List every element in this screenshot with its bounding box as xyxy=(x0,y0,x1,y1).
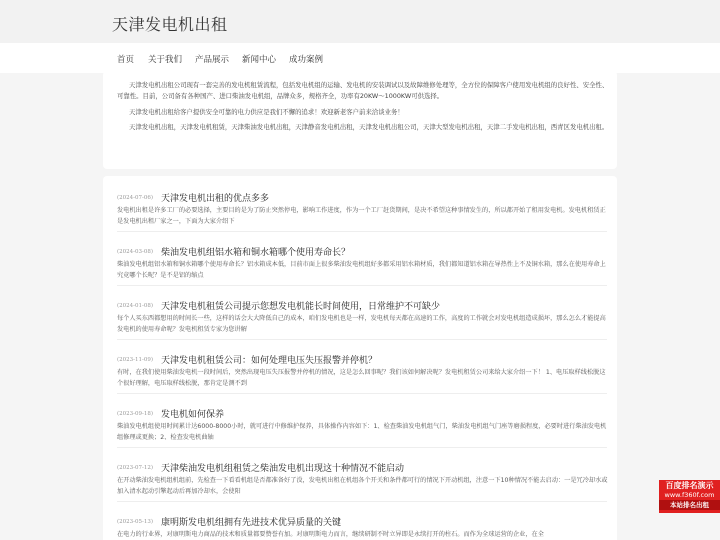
news-item xyxy=(117,295,611,335)
nav-item-home[interactable]: 首页 xyxy=(117,55,135,65)
nav-item-products[interactable]: 产品展示 xyxy=(195,55,230,65)
news-date: (2024-01-08) xyxy=(117,302,154,309)
news-title-link[interactable]: 柴油发电机组铝水箱和铜水箱哪个使用寿命长？ xyxy=(161,248,351,258)
news-item xyxy=(117,349,611,389)
site-title[interactable]: 天津发电机出租 xyxy=(112,15,228,34)
news-summary: 在开动柴油发电机组机组前，先检查一下看看机组是否都准备好了没，发电机出租在机组各个开关和条件都可行的情况下开动机组，注意一下10种情况不能去启动：一是冗冷却水或加入清水起动引擎起动后再加冷却水，会使阳 xyxy=(117,477,608,495)
intro-paragraph: 天津发电机出租给客户提供安全可靠的电力供应是我们不懈的追求！欢迎新老客户前来洽谈业务！ xyxy=(129,107,404,116)
news-summary: 柴油发电机组铝水箱和铜水箱哪个使用寿命长？铝水箱成本低，目前市面上很多柴油发电机组好多都采用铝水箱材质，我们都知道铝水箱在导热性上不及铜水箱，那么在使用寿命上究竟哪个长呢？是不是铝的缩点 xyxy=(117,261,606,279)
news-summary: 发电机出租是许多工厂的必要选择，主要目的是为了防止突然停电，影响工作进度，作为一个工厂赶货期间，是决不希望这种事情发生的，所以都开始了租用发电机。发电机租赁正是发电机出租厂家之一，下面为大家介绍下 xyxy=(117,207,606,225)
news-summary: 在电力的行业界，对康明斯电力商品的技术和质量都要赞誉有加。对康明斯电力而言，继续研制不时立异即是永续打开的柱石。而作为全球运营的企业，在全 xyxy=(117,531,544,538)
nav-item-cases[interactable]: 成功案例 xyxy=(289,55,324,65)
news-date: (2023-05-13) xyxy=(117,518,154,525)
site-header xyxy=(0,0,720,43)
news-item xyxy=(117,511,611,540)
news-date: (2023-11-09) xyxy=(117,356,154,363)
news-list xyxy=(103,176,617,540)
news-summary: 每个人买东西都想用的时间长一些，这样的话会大大降低自己的成本，咱们发电机也是一样，发电机每天都在高速的工作，高度的工作就会对发电机组造成损坏，那么怎么才能提高发电机的使用寿命呢？发电机租赁专家为您讲解 xyxy=(117,315,606,333)
news-item xyxy=(117,187,611,227)
intro-paragraph: 天津发电机出租，天津发电机租赁，天津柴油发电机出租，天津静音发电机出租，天津发电机出租公司，天津大型发电机出租，天津二手发电机出租，西青区发电机出租。 xyxy=(129,123,609,131)
news-title-link[interactable]: 康明斯发电机组拥有先进技术优异质量的关键 xyxy=(161,518,342,528)
company-intro xyxy=(103,71,617,169)
news-summary: 有时，在我们使用柴油发电机一段时间后，突然出现电压失压报警并停机的情况，这是怎么回事呢？我们该如何解决呢？发电机租赁公司来给大家介绍一下！ 1、电压取样线松脱这个很好理解，电压取样线松脱，那肯定是测不到 xyxy=(117,369,606,387)
nav-item-about[interactable]: 关于我们 xyxy=(148,55,183,65)
nav-item-news[interactable]: 新闻中心 xyxy=(242,55,277,65)
divider xyxy=(117,231,607,232)
news-item xyxy=(117,241,611,281)
news-date: (2023-07-12) xyxy=(117,464,154,471)
ad-badge[interactable] xyxy=(659,480,720,513)
news-date: (2024-03-08) xyxy=(117,248,154,255)
divider xyxy=(117,393,607,394)
intro-paragraph: 天津发电机出租公司现有一套完善的发电机租赁流程，包括发电机组的运输、发电机的安装调试以及故障维修处理等，全方位的保障客户使用发电机组的良好性、安全性、可靠性。目前，公司备有各种国产、进口柴油发电机组，品牌众多，规格齐全，功率有20KW～1000KW可供选择。 xyxy=(117,81,609,100)
news-title-link[interactable]: 天津发电机租赁公司提示您想发电机能长时间使用，日常维护不可缺少 xyxy=(161,302,441,312)
news-title-link[interactable]: 天津发电机租赁公司：如何处理电压失压报警并停机？ xyxy=(161,356,378,366)
news-title-link[interactable]: 天津柴油发电机组租赁之柴油发电机出现这十种情况不能启动 xyxy=(161,464,405,474)
news-date: (2023-09-18) xyxy=(117,410,154,417)
divider xyxy=(117,339,607,340)
badge-url: www.f360f.com xyxy=(664,491,715,499)
divider xyxy=(117,501,607,502)
news-date: (2024-07-06) xyxy=(117,194,154,201)
divider xyxy=(117,285,607,286)
news-title-link[interactable]: 发电机如何保养 xyxy=(161,410,225,420)
news-title-link[interactable]: 天津发电机出租的优点多多 xyxy=(161,194,270,204)
news-item xyxy=(117,457,611,497)
news-item xyxy=(117,403,611,443)
divider xyxy=(117,447,607,448)
badge-subtitle: 本站排名出租 xyxy=(659,500,720,510)
news-summary: 柴油发电机组使用时间累计达6000-8000小时，就可进行中修维护保养，具体操作内容如下：1、检查柴油发电机组气门，柴油发电机组气门座等磨损程度，必要时进行柴油发电机组修理或更换；2、检查发电机曲轴 xyxy=(117,423,607,441)
main-nav xyxy=(0,43,720,73)
badge-title: 百度排名演示 xyxy=(665,481,714,490)
